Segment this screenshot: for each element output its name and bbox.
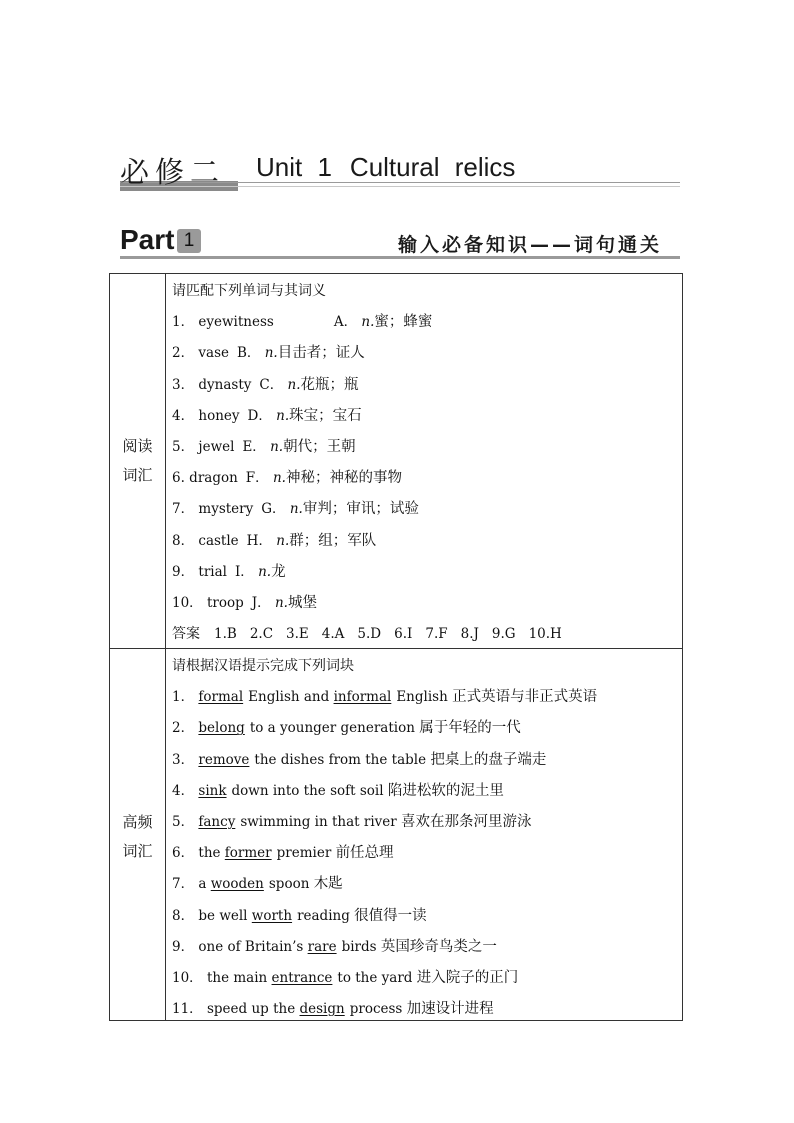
chinese-hint: 陷进松软的泥土里 — [387, 782, 504, 799]
item-option: I． — [234, 563, 259, 580]
phrase-item — [172, 994, 677, 1025]
phrase-text: swimming in that river — [240, 813, 401, 830]
filled-blank: sink — [198, 782, 227, 799]
item-meaning: 朝代；王朝 — [283, 438, 356, 455]
filled-blank: fancy — [198, 813, 236, 830]
phrase-text: one of Britain’s — [198, 938, 308, 955]
item-number: 6． — [172, 845, 199, 862]
item-option: C． — [259, 376, 288, 393]
item-option: J． — [251, 594, 275, 611]
highfreq-section — [172, 651, 677, 1025]
part-label: Part — [120, 224, 175, 255]
answer-value: 5.D — [357, 626, 382, 643]
item-number: 7． — [172, 501, 199, 518]
item-number: 3． — [172, 376, 199, 393]
filled-blank: wooden — [210, 876, 264, 893]
phrase-item — [172, 745, 677, 776]
match-item — [172, 494, 677, 525]
chinese-hint: 喜欢在那条河里游泳 — [401, 813, 532, 830]
item-number: 11． — [172, 1001, 207, 1018]
answer-value: 6.I — [394, 626, 413, 643]
item-meaning: 目击者；证人 — [277, 345, 365, 362]
phrase-item — [172, 807, 677, 838]
reading-section — [172, 276, 677, 650]
item-number: 10． — [172, 969, 207, 986]
item-number: 8． — [172, 532, 199, 549]
chinese-hint: 加速设计进程 — [406, 1001, 494, 1018]
answer-value: 7.F — [425, 626, 448, 643]
item-meaning: 珠宝；宝石 — [289, 407, 362, 424]
item-pos: n. — [274, 594, 288, 611]
item-option: F． — [245, 470, 273, 487]
item-number: 9． — [172, 563, 199, 580]
match-item — [172, 432, 677, 463]
phrase-text: premier — [276, 845, 336, 862]
phrase-item — [172, 713, 677, 744]
phrase-text: to the yard — [337, 969, 417, 986]
item-option: B． — [236, 345, 265, 362]
item-pos: n. — [270, 438, 284, 455]
answer-value: 1.B — [214, 626, 237, 643]
phrase-text: the main — [206, 969, 272, 986]
filled-blank: worth — [251, 907, 293, 924]
phrase-item — [172, 869, 677, 900]
match-item — [172, 526, 677, 557]
item-option: D． — [247, 407, 277, 424]
unit-topic: Cultural relics — [349, 152, 516, 182]
phrase-text: birds — [341, 938, 381, 955]
answer-value: 8.J — [460, 626, 479, 643]
unit-number: Unit 1 — [256, 152, 332, 182]
part-rule — [120, 256, 680, 259]
answer-value: 4.A — [321, 626, 345, 643]
phrase-item — [172, 682, 677, 713]
item-number: 8． — [172, 907, 199, 924]
match-item — [172, 307, 677, 338]
item-number: 1． — [172, 689, 199, 706]
filled-blank: remove — [198, 751, 250, 768]
phrase-text: process — [349, 1001, 407, 1018]
item-number: 2． — [172, 345, 199, 362]
filled-blank: entrance — [271, 969, 333, 986]
item-number: 6. — [172, 470, 190, 487]
chinese-hint: 属于年轻的一代 — [419, 720, 521, 737]
item-meaning: 花瓶；瓶 — [300, 376, 359, 393]
item-number: 3． — [172, 751, 199, 768]
match-item — [172, 338, 677, 369]
phrase-text: speed up the — [206, 1001, 300, 1018]
highfreq-instruction: 请根据汉语提示完成下列词块 — [172, 658, 354, 674]
phrase-item — [172, 932, 677, 963]
filled-blank: formal — [198, 689, 244, 706]
phrase-text: a — [198, 876, 211, 893]
part-heading — [120, 224, 680, 264]
item-meaning: 城堡 — [287, 594, 317, 611]
item-pos: n. — [287, 376, 301, 393]
item-option: A． — [333, 314, 362, 331]
phrase-text: to a younger generation — [249, 720, 420, 737]
answer-line — [172, 619, 677, 650]
item-word: vase — [198, 345, 229, 362]
item-meaning: 龙 — [271, 563, 286, 580]
item-option: E． — [242, 438, 271, 455]
phrase-text: reading — [297, 907, 355, 924]
item-meaning: 审判；审讯；试验 — [302, 501, 419, 518]
item-number: 7． — [172, 876, 199, 893]
answer-value: 2.C — [249, 626, 274, 643]
phrase-text: be well — [198, 907, 252, 924]
item-number: 9． — [172, 938, 199, 955]
item-number: 1． — [172, 314, 199, 331]
item-word: dragon — [189, 470, 238, 487]
item-pos: n. — [276, 407, 290, 424]
item-word: trial — [198, 563, 227, 580]
reading-vocab-label: 阅读 词汇 — [122, 437, 153, 484]
item-word: honey — [198, 407, 240, 424]
filled-blank: belong — [198, 720, 245, 737]
item-word: castle — [198, 532, 239, 549]
filled-blank: informal — [333, 689, 392, 706]
chapter-heading — [120, 150, 680, 192]
item-meaning: 群；组；军队 — [289, 532, 377, 549]
item-pos: n. — [264, 345, 278, 362]
chinese-hint: 正式英语与非正式英语 — [452, 689, 598, 706]
match-item — [172, 588, 677, 619]
chinese-hint: 前任总理 — [335, 845, 394, 862]
item-pos: n. — [272, 470, 286, 487]
item-word: eyewitness — [198, 314, 274, 331]
item-meaning: 蜜；蜂蜜 — [374, 314, 433, 331]
chinese-hint: 木匙 — [313, 876, 343, 893]
item-number: 10． — [172, 594, 207, 611]
part-subtitle: 输入必备知识——词句通关 — [397, 234, 662, 256]
item-word: jewel — [198, 438, 235, 455]
chinese-hint: 英国珍奇鸟类之一 — [380, 938, 497, 955]
highfreq-vocab-label: 高频 词汇 — [122, 813, 153, 860]
item-word: mystery — [198, 501, 254, 518]
filled-blank: former — [224, 845, 272, 862]
column-divider — [165, 274, 166, 1020]
phrase-text: the dishes from the table — [254, 751, 431, 768]
match-item — [172, 463, 677, 494]
item-pos: n. — [361, 314, 375, 331]
phrase-text: spoon — [268, 876, 314, 893]
phrase-text: the — [198, 845, 225, 862]
phrase-text: down into the soft soil — [231, 782, 388, 799]
item-word: troop — [206, 594, 244, 611]
phrase-item — [172, 776, 677, 807]
match-item — [172, 557, 677, 588]
item-number: 5． — [172, 438, 199, 455]
chinese-hint: 把桌上的盘子端走 — [430, 751, 547, 768]
match-item — [172, 401, 677, 432]
item-word: dynasty — [198, 376, 252, 393]
item-option: H． — [246, 532, 277, 549]
item-number: 4． — [172, 407, 199, 424]
answer-value: 3.E — [286, 626, 309, 643]
item-pos: n. — [258, 563, 272, 580]
reading-instruction: 请匹配下列单词与其词义 — [172, 283, 326, 299]
item-meaning: 神秘；神秘的事物 — [285, 470, 402, 487]
answer-value: 9.G — [491, 626, 516, 643]
item-pos: n. — [276, 532, 290, 549]
item-pos: n. — [289, 501, 303, 518]
phrase-text: English and — [248, 689, 334, 706]
phrase-item — [172, 838, 677, 869]
chinese-hint: 很值得一读 — [354, 907, 427, 924]
item-number: 2． — [172, 720, 199, 737]
answer-value: 10.H — [528, 626, 562, 643]
phrase-item — [172, 901, 677, 932]
item-option: G． — [261, 501, 290, 518]
vocabulary-table — [109, 273, 683, 1021]
book-title: 必修二 — [120, 155, 226, 189]
answer-label: 答案 — [172, 626, 200, 643]
item-number: 5． — [172, 813, 199, 830]
phrase-item — [172, 963, 677, 994]
item-number: 4． — [172, 782, 199, 799]
filled-blank: design — [299, 1001, 345, 1018]
filled-blank: rare — [307, 938, 337, 955]
part-number-badge: 1 — [177, 229, 201, 253]
phrase-text: English — [396, 689, 453, 706]
chinese-hint: 进入院子的正门 — [416, 969, 519, 986]
unit-title — [256, 152, 515, 183]
match-item — [172, 370, 677, 401]
